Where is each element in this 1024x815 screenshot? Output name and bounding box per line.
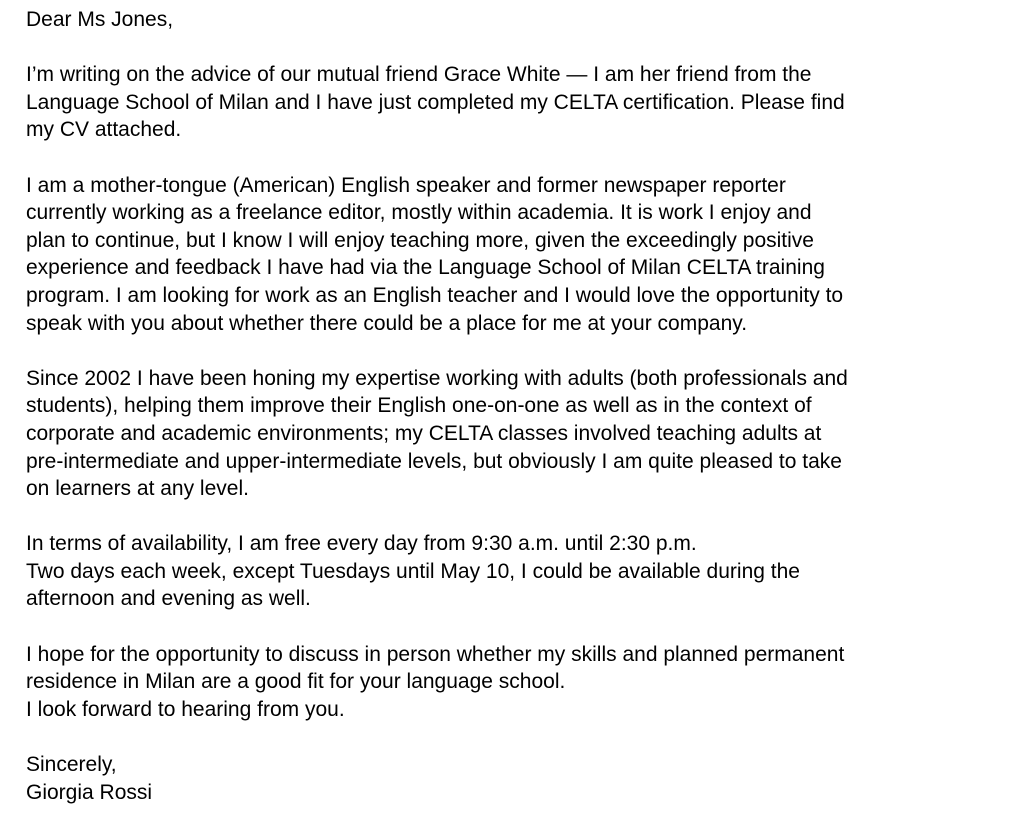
- paragraph-introduction: I’m writing on the advice of our mutual friend Grace White — I am her friend from the Language School of Milan and I have just completed my CELTA certification. Please find my CV attached.: [26, 63, 845, 142]
- closing: Sincerely,: [26, 753, 117, 777]
- paragraph-experience: Since 2002 I have been honing my expertise working with adults (both professionals and students), helping them improve their English one-on-one as well as in the context of corporate and academic environments; my CELTA classes involved teaching adults at pre-intermediate and upper-intermediate levels, but obviously I am quite pleased to take on learners at any level.: [26, 366, 848, 501]
- paragraph-background: I am a mother-tongue (American) English speaker and former newspaper reporter currently working as a freelance editor, mostly within academia. It is work I enjoy and plan to continue, but I know I will enjoy teaching more, given the exceedingly positive experience and feedback I have had via the Language School of Milan CELTA training program. I am looking for work as an English teacher and I would love the opportunity to speak with you about whether there could be a place for me at your company.: [26, 173, 844, 335]
- salutation: Dear Ms Jones,: [26, 8, 174, 31]
- signature-name: Giorgia Rossi: [26, 780, 153, 804]
- paragraph-availability: In terms of availability, I am free every day from 9:30 a.m. until 2:30 p.m. Two days each week, except Tuesdays until May 10, I could be available during the afternoon and evening as well.: [26, 532, 800, 611]
- paragraph-conclusion: I hope for the opportunity to discuss in person whether my skills and planned permanent residence in Milan are a good fit for your language school. I look forward to hearing from you.: [26, 642, 845, 721]
- sign-off: [26, 751, 1016, 806]
- cover-letter: [26, 6, 1016, 806]
